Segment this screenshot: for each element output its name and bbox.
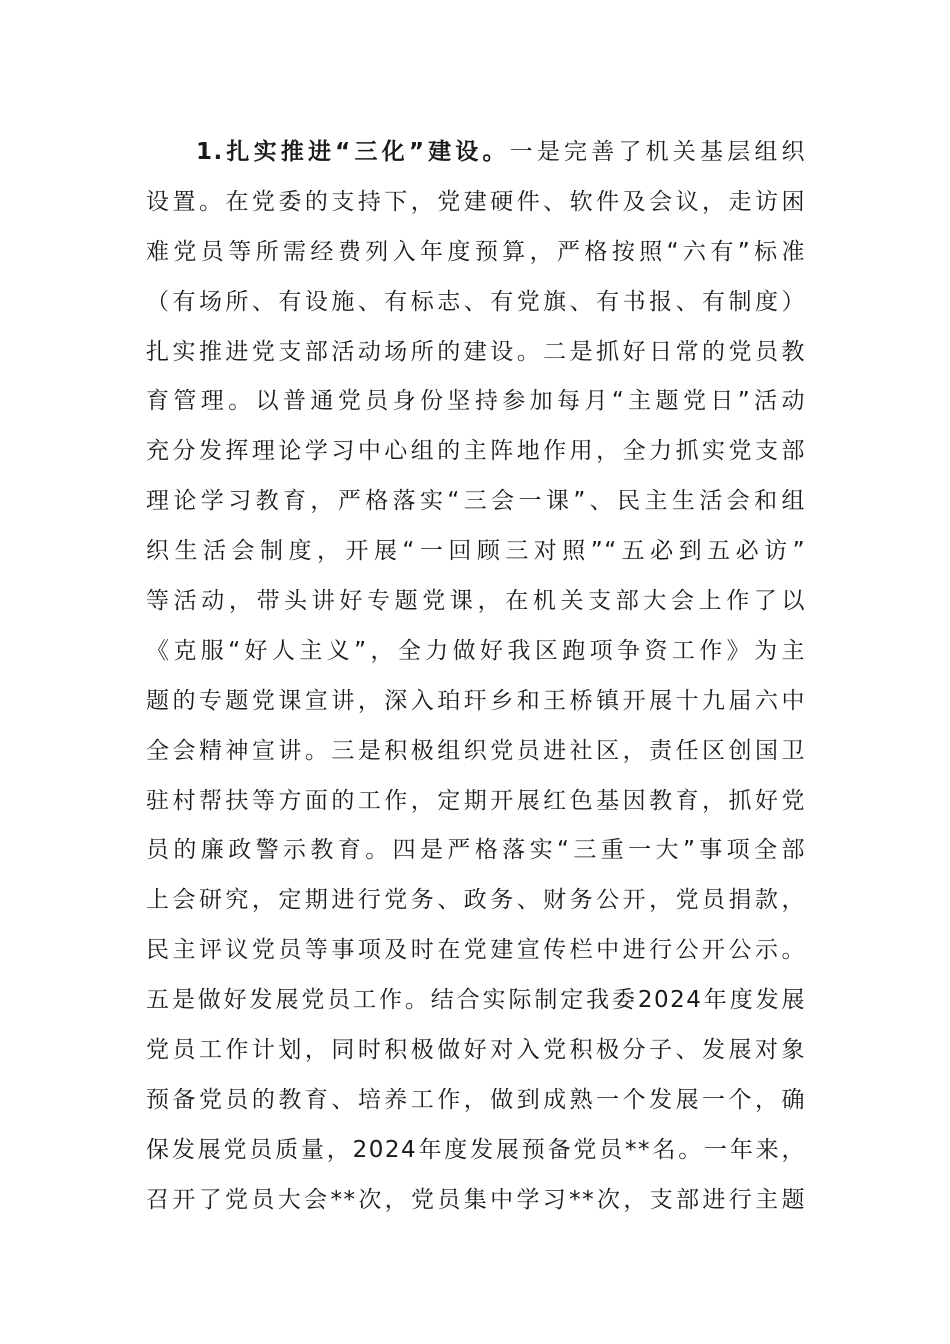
- paragraph-line: 保发展党员质量，2024年度发展预备党员**名。一年来，: [146, 1136, 806, 1163]
- paragraph-line: 充分发挥理论学习中心组的主阵地作用，全力抓实党支部: [146, 438, 806, 465]
- paragraph-line: 《克服“好人主义”，全力做好我区跑项争资工作》为主: [146, 637, 806, 664]
- paragraph-line: 题的专题党课宣讲，深入珀玕乡和王桥镇开展十九届六中: [146, 687, 806, 714]
- paragraph-line: 驻村帮扶等方面的工作，定期开展红色基因教育，抓好党: [146, 787, 806, 814]
- first-line-text: 一是完善了机关基层组织: [509, 139, 806, 165]
- paragraph-line: 织生活会制度，开展“一回顾三对照”“五必到五必访”: [146, 538, 806, 565]
- paragraph-line: （有场所、有设施、有标志、有党旗、有书报、有制度）: [146, 288, 806, 315]
- section-heading: 1.扎实推进“三化”建设。: [196, 139, 510, 165]
- paragraph-line: 理论学习教育，严格落实“三会一课”、民主生活会和组: [146, 488, 806, 515]
- paragraph-line: 五是做好发展党员工作。结合实际制定我委2024年度发展: [146, 987, 806, 1014]
- paragraph-line: 设置。在党委的支持下，党建硬件、软件及会议，走访困: [146, 188, 806, 215]
- paragraph-line: 等活动，带头讲好专题党课，在机关支部大会上作了以: [146, 588, 806, 615]
- paragraph-line: 召开了党员大会**次，党员集中学习**次，支部进行主题: [146, 1186, 806, 1213]
- paragraph-line: 预备党员的教育、培养工作，做到成熟一个发展一个，确: [146, 1086, 806, 1113]
- paragraph-line: 民主评议党员等事项及时在党建宣传栏中进行公开公示。: [146, 937, 806, 964]
- paragraph-line-first: [146, 128, 806, 178]
- paragraph-line: 员的廉政警示教育。四是严格落实“三重一大”事项全部: [146, 837, 806, 864]
- paragraph-line: 党员工作计划，同时积极做好对入党积极分子、发展对象: [146, 1037, 806, 1064]
- paragraph-line: 上会研究，定期进行党务、政务、财务公开，党员捐款，: [146, 887, 806, 914]
- paragraph-line: 难党员等所需经费列入年度预算，严格按照“六有”标准: [146, 238, 806, 265]
- paragraph-line: 扎实推进党支部活动场所的建设。二是抓好日常的党员教: [146, 338, 806, 365]
- paragraph-line: 全会精神宣讲。三是积极组织党员进社区，责任区创国卫: [146, 737, 806, 764]
- paragraph-line: 育管理。以普通党员身份坚持参加每月“主题党日”活动: [146, 388, 806, 415]
- document-body: [146, 128, 806, 1226]
